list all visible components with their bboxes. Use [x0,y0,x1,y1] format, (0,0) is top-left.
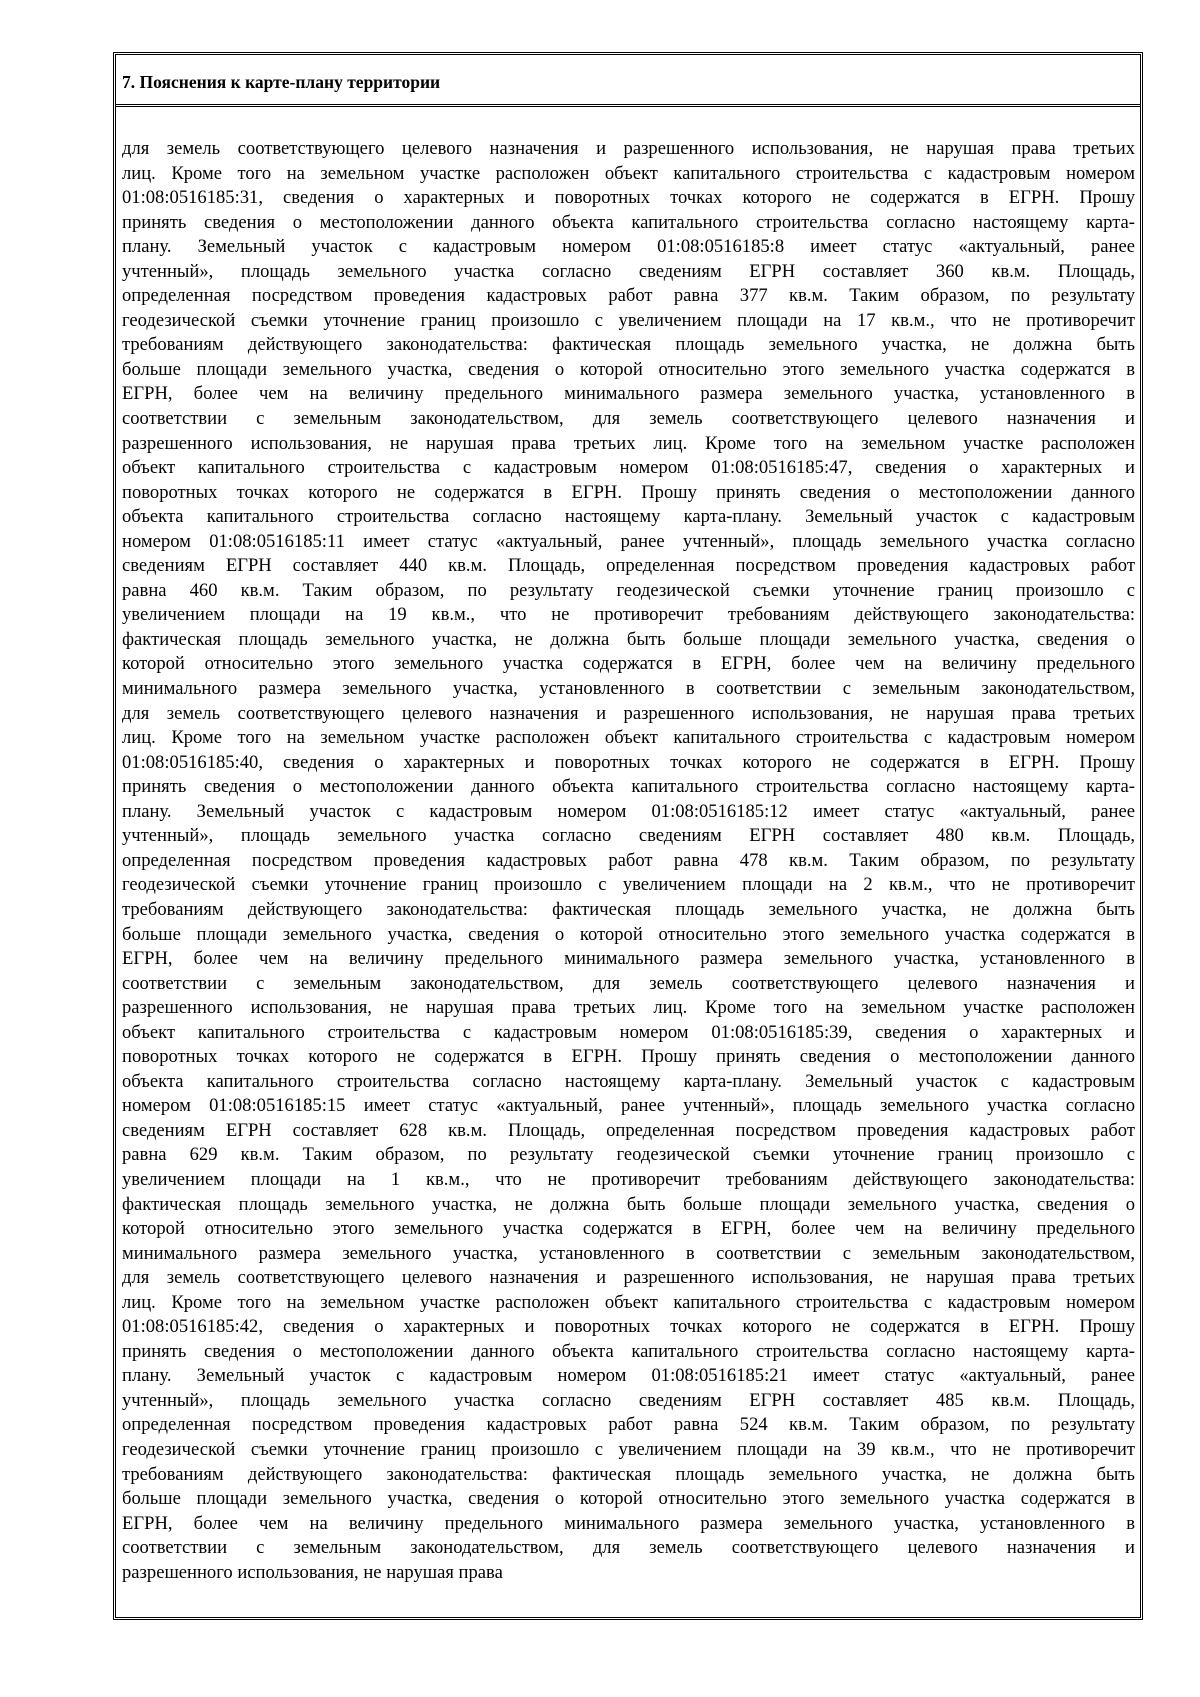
text-line: которой относительно этого земельного участка содержатся в ЕГРН, более чем на величину предельного [122,653,1135,675]
text-line: для земель соответствующего целевого назначения и разрешенного использования, не нарушая права третьих [122,702,1135,724]
text-line: соответствии с земельным законодательством, для земель соответствующего целевого назначения и [122,972,1135,994]
text-line: 01:08:0516185:40, сведения о характерных и поворотных точках которого не содержатся в ЕГРН. Прошу [122,751,1135,773]
text-line: определенная посредством проведения кадастровых работ равна 524 кв.м. Таким образом, по результату [122,1414,1135,1436]
text-line: плану. Земельный участок с кадастровым номером 01:08:0516185:12 имеет статус «актуальный, ранее [122,800,1135,822]
text-line: больше площади земельного участка, сведения о которой относительно этого земельного участка содержатся в [122,358,1135,380]
text-line: лиц. Кроме того на земельном участке расположен объект капитального строительства с кадастровым номером [122,162,1135,184]
text-line: поворотных точках которого не содержатся в ЕГРН. Прошу принять сведения о местоположении данного [122,1046,1135,1068]
text-line: для земель соответствующего целевого назначения и разрешенного использования, не нарушая права третьих [122,138,1135,159]
text-line: минимального размера земельного участка, установленного в соответствии с земельным законодательством, [122,1242,1135,1264]
text-line: ЕГРН, более чем на величину предельного минимального размера земельного участка, установленного в [122,383,1135,405]
text-line: 01:08:0516185:42, сведения о характерных и поворотных точках которого не содержатся в ЕГРН. Прошу [122,1316,1135,1338]
explanation-text [116,137,1140,1585]
text-line: объект капитального строительства с кадастровым номером 01:08:0516185:39, сведения о характерных и [122,1021,1135,1043]
text-line: объекта капитального строительства согласно настоящему карта-плану. Земельный участок с кадастровым [122,1070,1135,1092]
text-line: принять сведения о местоположении данного объекта капитального строительства согласно настоящему карта- [122,211,1135,233]
text-line: сведениям ЕГРН составляет 440 кв.м. Площадь, определенная посредством проведения кадастровых работ [122,555,1135,577]
text-line: увеличением площади на 19 кв.м., что не противоречит требованиям действующего законодательства: [122,604,1135,626]
text-line: для земель соответствующего целевого назначения и разрешенного использования, не нарушая права третьих [122,1267,1135,1289]
text-line: плану. Земельный участок с кадастровым номером 01:08:0516185:21 имеет статус «актуальный, ранее [122,1365,1135,1387]
document-frame [113,52,1143,1620]
text-line: учтенный», площадь земельного участка согласно сведениям ЕГРН составляет 360 кв.м. Площадь, [122,260,1135,282]
text-line: учтенный», площадь земельного участка согласно сведениям ЕГРН составляет 485 кв.м. Площадь, [122,1389,1135,1411]
text-line: объекта капитального строительства согласно настоящему карта-плану. Земельный участок с кадастровым [122,506,1135,528]
text-line: соответствии с земельным законодательством, для земель соответствующего целевого назначения и [122,408,1135,430]
text-line: ЕГРН, более чем на величину предельного минимального размера земельного участка, установленного в [122,1512,1135,1534]
text-line: поворотных точках которого не содержатся в ЕГРН. Прошу принять сведения о местоположении данного [122,481,1135,503]
text-line: разрешенного использования, не нарушая права [122,1561,503,1583]
text-line: ЕГРН, более чем на величину предельного минимального размера земельного участка, установленного в [122,948,1135,970]
text-line: разрешенного использования, не нарушая права третьих лиц. Кроме того на земельном участке расположен [122,432,1135,454]
text-line: принять сведения о местоположении данного объекта капитального строительства согласно настоящему карта- [122,776,1135,798]
text-line: номером 01:08:0516185:11 имеет статус «актуальный, ранее учтенный», площадь земельного участка согласно [122,530,1135,552]
text-line: равна 629 кв.м. Таким образом, по результату геодезической съемки уточнение границ произошло с [122,1144,1135,1166]
text-line: геодезической съемки уточнение границ произошло с увеличением площади на 17 кв.м., что не противоречит [122,309,1135,331]
text-line: лиц. Кроме того на земельном участке расположен объект капитального строительства с кадастровым номером [122,1291,1135,1313]
text-line: больше площади земельного участка, сведения о которой относительно этого земельного участка содержатся в [122,923,1135,945]
text-line: сведениям ЕГРН составляет 628 кв.м. Площадь, определенная посредством проведения кадастровых работ [122,1119,1135,1141]
text-line: требованиям действующего законодательства: фактическая площадь земельного участка, не должна быть [122,334,1135,356]
text-line: равна 460 кв.м. Таким образом, по результату геодезической съемки уточнение границ произошло с [122,579,1135,601]
text-line: лиц. Кроме того на земельном участке расположен объект капитального строительства с кадастровым номером [122,727,1135,749]
text-line: номером 01:08:0516185:15 имеет статус «актуальный, ранее учтенный», площадь земельного участка согласно [122,1095,1135,1117]
text-line: разрешенного использования, не нарушая права третьих лиц. Кроме того на земельном участке расположен [122,997,1135,1019]
text-line: объект капитального строительства с кадастровым номером 01:08:0516185:47, сведения о характерных и [122,457,1135,479]
text-line: геодезической съемки уточнение границ произошло с увеличением площади на 2 кв.м., что не противоречит [122,874,1135,896]
text-line: увеличением площади на 1 кв.м., что не противоречит требованиям действующего законодательства: [122,1168,1135,1190]
text-line: геодезической съемки уточнение границ произошло с увеличением площади на 39 кв.м., что не противоречит [122,1438,1135,1460]
text-line: соответствии с земельным законодательством, для земель соответствующего целевого назначения и [122,1537,1135,1559]
text-line: определенная посредством проведения кадастровых работ равна 478 кв.м. Таким образом, по результату [122,849,1135,871]
text-line: 01:08:0516185:31, сведения о характерных и поворотных точках которого не содержатся в ЕГРН. Прошу [122,187,1135,209]
text-line: больше площади земельного участка, сведения о которой относительно этого земельного участка содержатся в [122,1488,1135,1510]
text-line: определенная посредством проведения кадастровых работ равна 377 кв.м. Таким образом, по результату [122,285,1135,307]
section-title: 7. Пояснения к карте-плану территории [116,55,1140,107]
text-line: принять сведения о местоположении данного объекта капитального строительства согласно настоящему карта- [122,1340,1135,1362]
text-line: фактическая площадь земельного участка, не должна быть больше площади земельного участка, сведения о [122,1193,1135,1215]
text-line: которой относительно этого земельного участка содержатся в ЕГРН, более чем на величину предельного [122,1218,1135,1240]
text-line: фактическая площадь земельного участка, не должна быть больше площади земельного участка, сведения о [122,628,1135,650]
text-line: плану. Земельный участок с кадастровым номером 01:08:0516185:8 имеет статус «актуальный, ранее [122,236,1135,258]
text-line: требованиям действующего законодательства: фактическая площадь земельного участка, не должна быть [122,898,1135,920]
text-line: минимального размера земельного участка, установленного в соответствии с земельным законодательством, [122,678,1135,700]
text-line: требованиям действующего законодательства: фактическая площадь земельного участка, не должна быть [122,1463,1135,1485]
text-line: учтенный», площадь земельного участка согласно сведениям ЕГРН составляет 480 кв.м. Площадь, [122,825,1135,847]
